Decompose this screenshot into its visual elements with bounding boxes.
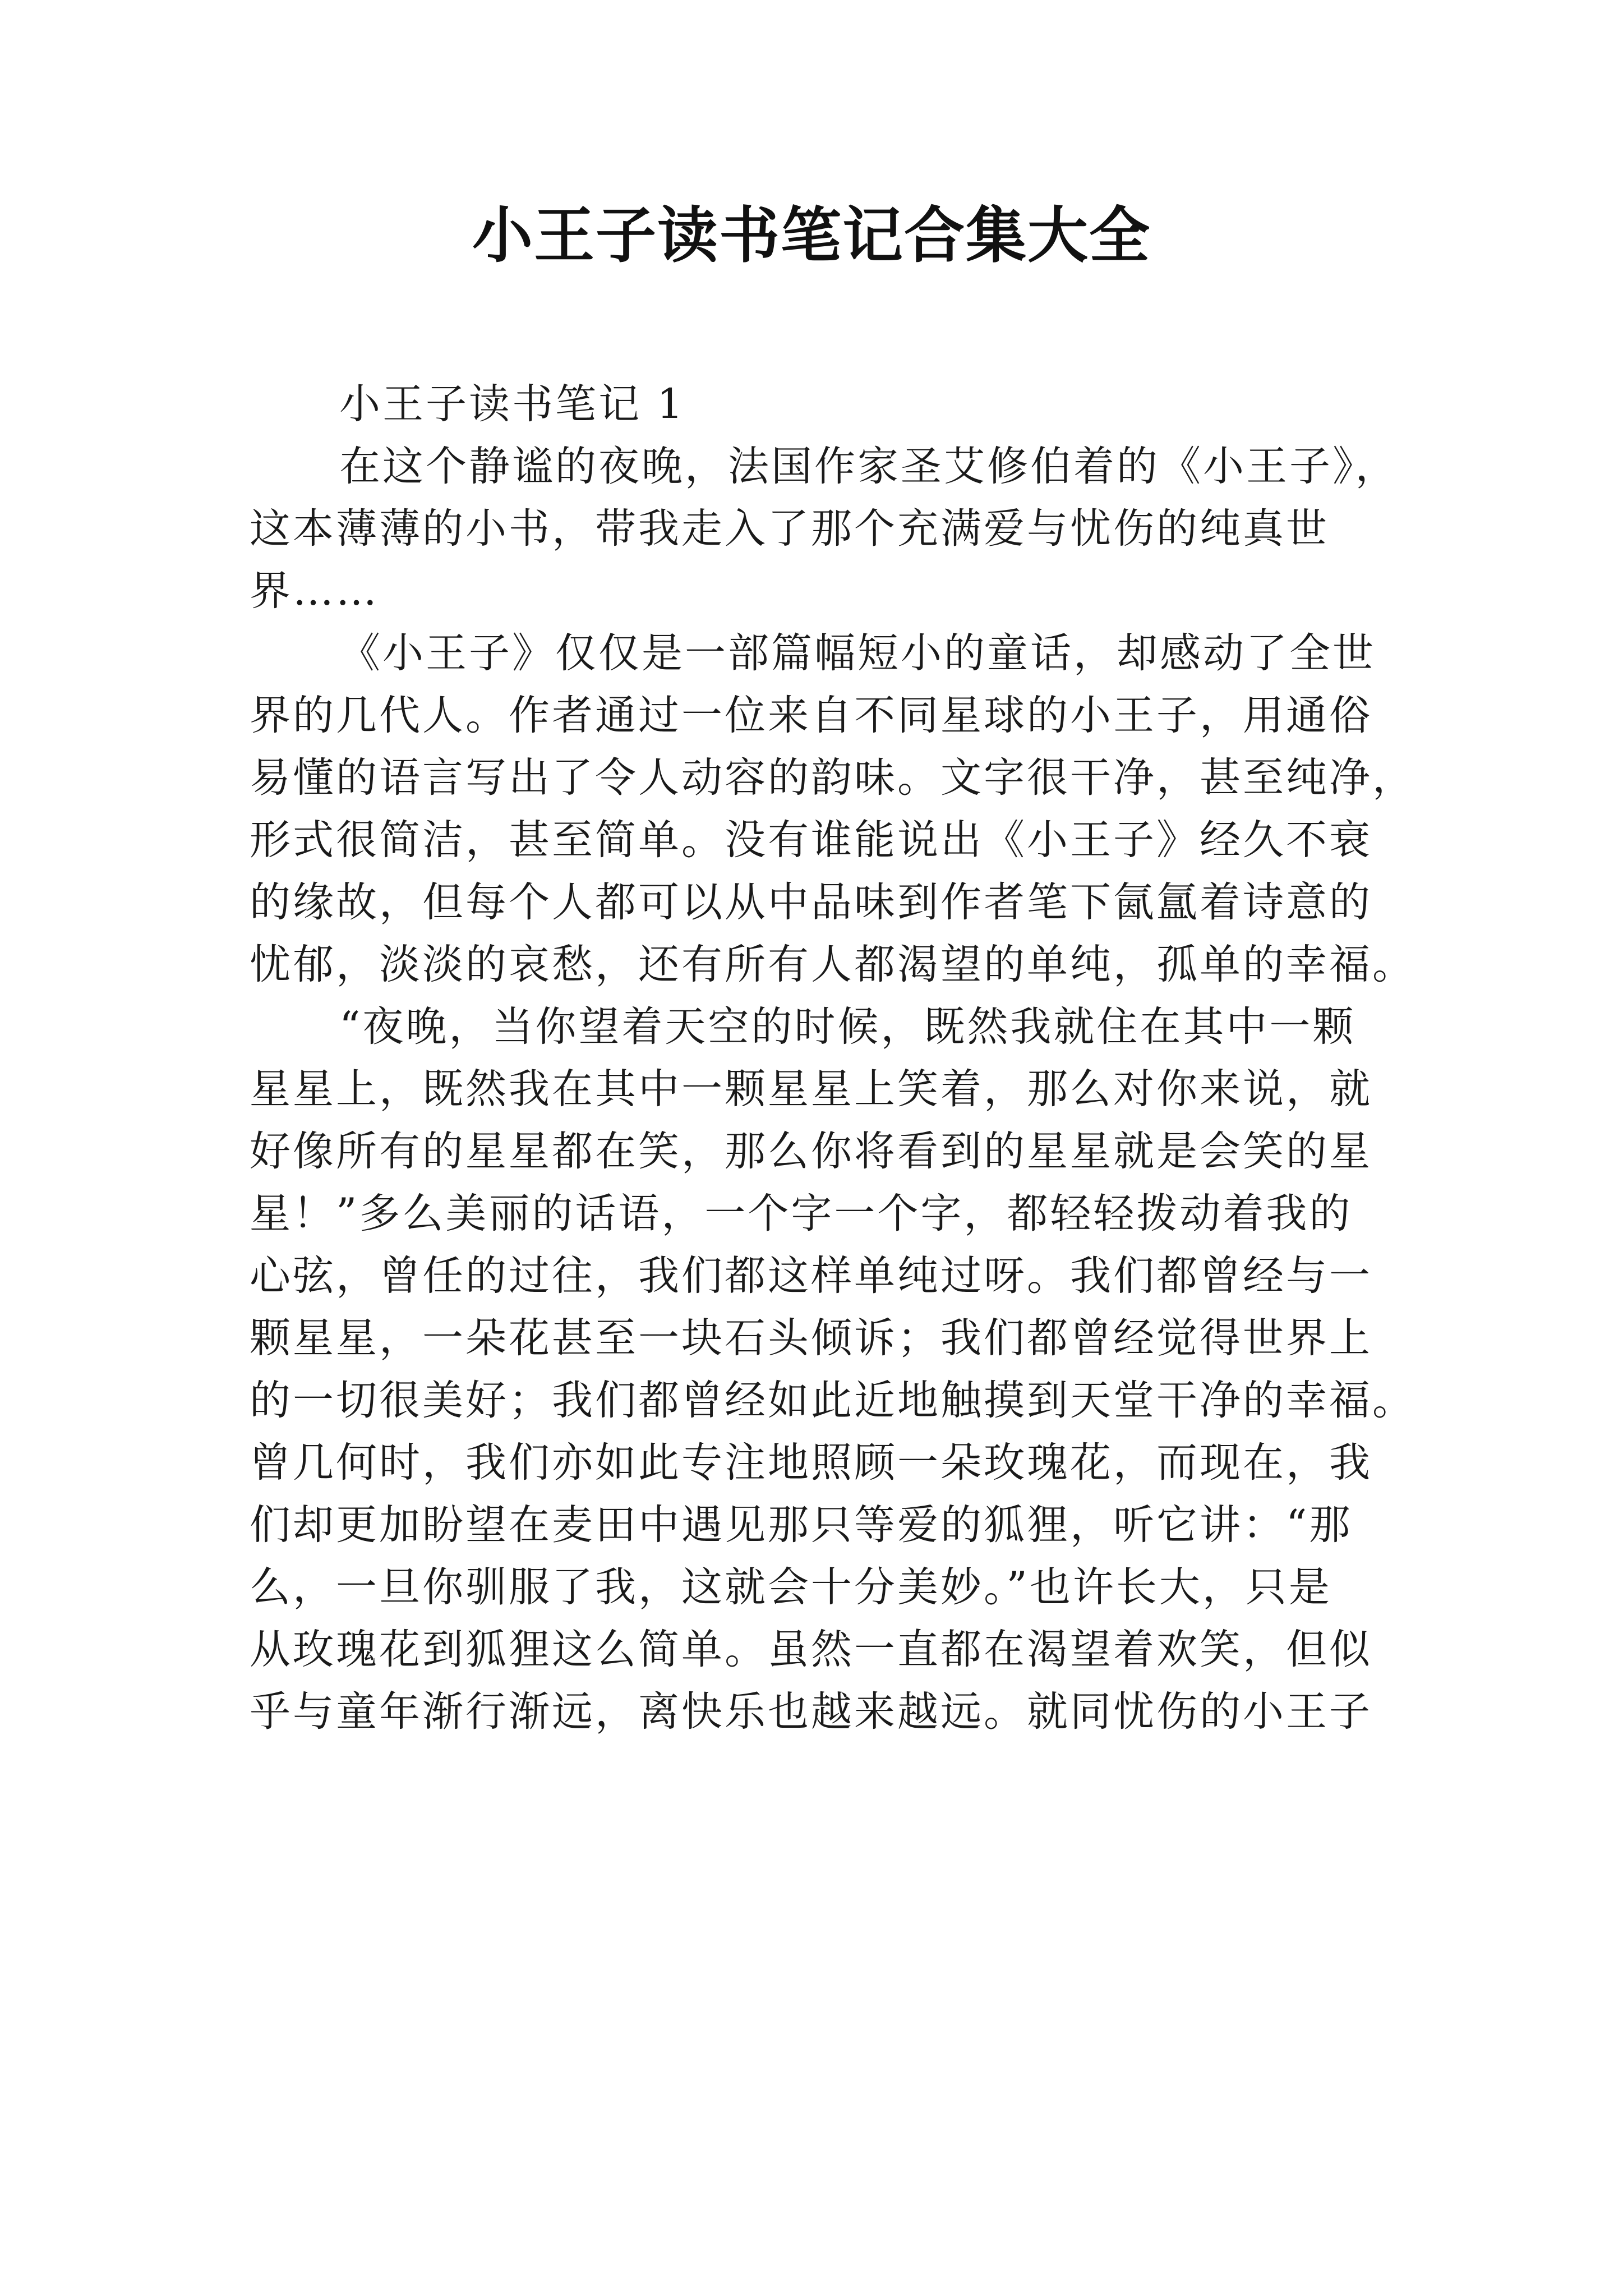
text-line: 的一切很美好；我们都曾经如此近地触摸到天堂干净的幸福。: [250, 1377, 1415, 1424]
text-line: 曾几何时，我们亦如此专注地照顾一朵玫瑰花，而现在，我: [250, 1439, 1372, 1487]
text-line: 心弦，曾任的过往，我们都这样单纯过呀。我们都曾经与一: [250, 1252, 1372, 1300]
text-line: 星！”多么美丽的话语，一个字一个字，都轻轻拨动着我的: [250, 1190, 1353, 1237]
text-line: 形式很简洁，甚至简单。没有谁能说出《小王子》经久不衰: [250, 816, 1372, 864]
text-line: 星星上，既然我在其中一颗星星上笑着，那么对你来说，就: [250, 1065, 1372, 1113]
text-line: 从玫瑰花到狐狸这么简单。虽然一直都在渴望着欢笑，但似: [250, 1626, 1372, 1673]
text-line: 这本薄薄的小书，带我走入了那个充满爱与忧伤的纯真世: [250, 505, 1329, 553]
text-line: 么，一旦你驯服了我，这就会十分美妙。”也许长大，只是: [250, 1563, 1332, 1611]
text-line: 《小王子》仅仅是一部篇幅短小的童话，却感动了全世: [339, 629, 1376, 677]
text-line: 在这个静谧的夜晚，法国作家圣艾修伯着的《小王子》，: [339, 443, 1399, 490]
document-title: 小王子读书笔记合集大全: [472, 200, 1151, 271]
text-line: 们却更加盼望在麦田中遇见那只等爱的狐狸，听它讲：“那: [250, 1501, 1353, 1549]
text-line: 颗星星，一朵花甚至一块石头倾诉；我们都曾经觉得世界上: [250, 1314, 1372, 1362]
text-line: 易懂的语言写出了令人动容的韵味。文字很干净，甚至纯净，: [250, 754, 1415, 802]
text-line: 忧郁，淡淡的哀愁，还有所有人都渴望的单纯，孤单的幸福。: [250, 941, 1415, 988]
text-line: 的缘故，但每个人都可以从中品味到作者笔下氤氲着诗意的: [250, 878, 1372, 926]
text-line: 好像所有的星星都在笑，那么你将看到的星星就是会笑的星: [250, 1128, 1372, 1175]
document-body: [250, 373, 1415, 1743]
section-heading: 小王子读书笔记 1: [339, 380, 685, 428]
text-line: “夜晚，当你望着天空的时候，既然我就住在其中一颗: [339, 1003, 1356, 1051]
text-line: 乎与童年渐行渐远，离快乐也越来越远。就同忧伤的小王子: [250, 1688, 1372, 1736]
text-line: 界……: [250, 567, 379, 615]
text-line: 界的几代人。作者通过一位来自不同星球的小王子，用通俗: [250, 692, 1372, 739]
